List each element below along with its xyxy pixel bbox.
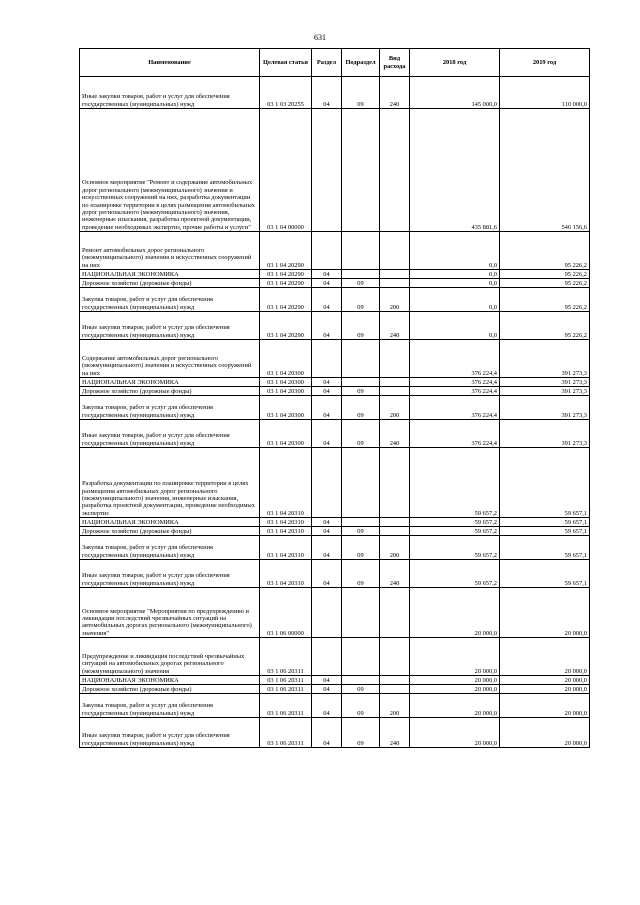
row-target-article: 03 1 04 20300: [260, 378, 312, 387]
row-name: Иные закупки товаров, работ и услуг для обеспечения государственных (муниципальных) нужд: [80, 312, 260, 340]
row-subsection: [342, 109, 380, 232]
row-expense-type: [380, 518, 410, 527]
table-row: [80, 77, 590, 109]
table-row: [80, 536, 590, 560]
row-amount-2018: 20 000,0: [410, 694, 500, 718]
table-row: [80, 560, 590, 588]
row-subsection: 09: [342, 312, 380, 340]
row-amount-2018: 59 657,2: [410, 527, 500, 536]
header-subsection: Подраздел: [342, 49, 380, 77]
row-subsection: 09: [342, 527, 380, 536]
row-subsection: 09: [342, 77, 380, 109]
row-expense-type: 200: [380, 396, 410, 420]
row-amount-2018: 0,0: [410, 232, 500, 270]
row-name: Иные закупки товаров, работ и услуг для обеспечения государственных (муниципальных) нужд: [80, 718, 260, 748]
row-amount-2018: 145 000,0: [410, 77, 500, 109]
row-name: Разработка документации по планировке территории в целях размещения автомобильных дорог регионального (межмуниципального) значения, инженерные изыскания, разработка проектной документации, проведение необходимых экспертиз: [80, 448, 260, 518]
row-subsection: [342, 448, 380, 518]
row-expense-type: [380, 685, 410, 694]
row-amount-2018: 435 881,6: [410, 109, 500, 232]
row-name: Закупка товаров, работ и услуг для обеспечения государственных (муниципальных) нужд: [80, 288, 260, 312]
row-amount-2019: 95 226,2: [500, 232, 590, 270]
row-amount-2019: 20 000,0: [500, 685, 590, 694]
row-target-article: 03 1 06 20311: [260, 638, 312, 676]
row-expense-type: 240: [380, 420, 410, 448]
row-subsection: [342, 340, 380, 378]
row-target-article: 03 1 04 20310: [260, 448, 312, 518]
table-row: [80, 685, 590, 694]
row-name: Основное мероприятие "Мероприятия по предупреждению и ликвидации последствий чрезвычайных ситуаций на автомобильных дорогах регионального (межмуниципального) значения": [80, 588, 260, 638]
row-target-article: 03 1 06 20311: [260, 685, 312, 694]
row-section: 04: [312, 288, 342, 312]
row-name: Основное мероприятие "Ремонт и содержание автомобильных дорог регионального (межмуниципального) значения и искусственных сооружений на них, разработка документации по планировке территории в целях размещения автомобильных дорог регионального (межмуниципального) значения, инженерные изыскания, разработка проектной документации, проведение необходимых экспертиз, прочие работы и услуги": [80, 109, 260, 232]
header-section: Раздел: [312, 49, 342, 77]
table-row: [80, 232, 590, 270]
row-amount-2018: 20 000,0: [410, 685, 500, 694]
row-section: 04: [312, 420, 342, 448]
row-amount-2019: 59 657,1: [500, 527, 590, 536]
row-amount-2019: 20 000,0: [500, 588, 590, 638]
row-name: Дорожное хозяйство (дорожные фонды): [80, 685, 260, 694]
row-subsection: 09: [342, 288, 380, 312]
row-name: Дорожное хозяйство (дорожные фонды): [80, 387, 260, 396]
table-row: [80, 448, 590, 518]
table-row: [80, 270, 590, 279]
row-subsection: [342, 232, 380, 270]
row-amount-2018: 376 224,4: [410, 340, 500, 378]
row-name: Иные закупки товаров, работ и услуг для обеспечения государственных (муниципальных) нужд: [80, 77, 260, 109]
row-expense-type: [380, 270, 410, 279]
row-subsection: [342, 638, 380, 676]
row-amount-2018: 0,0: [410, 312, 500, 340]
table-row: [80, 396, 590, 420]
header-year-2018: 2018 год: [410, 49, 500, 77]
row-section: 04: [312, 694, 342, 718]
row-amount-2019: 95 226,2: [500, 279, 590, 288]
row-amount-2019: 110 000,0: [500, 77, 590, 109]
row-amount-2019: 95 226,2: [500, 312, 590, 340]
row-name: НАЦИОНАЛЬНАЯ ЭКОНОМИКА: [80, 518, 260, 527]
row-amount-2019: 20 000,0: [500, 638, 590, 676]
row-amount-2019: 546 156,6: [500, 109, 590, 232]
row-section: 04: [312, 527, 342, 536]
row-target-article: 03 1 04 20300: [260, 420, 312, 448]
table-row: [80, 588, 590, 638]
row-section: [312, 340, 342, 378]
row-section: [312, 588, 342, 638]
row-section: 04: [312, 279, 342, 288]
row-amount-2018: 376 224,4: [410, 378, 500, 387]
row-target-article: 03 1 04 20310: [260, 560, 312, 588]
row-subsection: 09: [342, 279, 380, 288]
table-row: [80, 109, 590, 232]
row-expense-type: [380, 527, 410, 536]
row-amount-2019: 20 000,0: [500, 694, 590, 718]
row-section: 04: [312, 378, 342, 387]
page-number: 631: [314, 33, 326, 42]
row-section: 04: [312, 312, 342, 340]
table-row: [80, 387, 590, 396]
row-name: Содержание автомобильных дорог регионального (межмуниципального) значения и искусственных сооружений на них: [80, 340, 260, 378]
row-amount-2019: 391 273,3: [500, 340, 590, 378]
table-row: [80, 279, 590, 288]
row-target-article: 03 1 06 20311: [260, 694, 312, 718]
row-section: [312, 638, 342, 676]
header-expense-type: Вид расхода: [380, 49, 410, 77]
row-section: 04: [312, 270, 342, 279]
row-amount-2019: 59 657,1: [500, 518, 590, 527]
row-amount-2018: 376 224,4: [410, 420, 500, 448]
row-expense-type: [380, 638, 410, 676]
table-row: [80, 718, 590, 748]
row-name: НАЦИОНАЛЬНАЯ ЭКОНОМИКА: [80, 270, 260, 279]
table-row: [80, 288, 590, 312]
row-amount-2018: 0,0: [410, 288, 500, 312]
row-amount-2018: 20 000,0: [410, 676, 500, 685]
row-subsection: [342, 270, 380, 279]
row-section: [312, 109, 342, 232]
row-amount-2019: 95 226,2: [500, 270, 590, 279]
row-expense-type: 200: [380, 536, 410, 560]
table-row: [80, 638, 590, 676]
row-expense-type: [380, 340, 410, 378]
row-expense-type: [380, 448, 410, 518]
row-amount-2019: 59 657,1: [500, 560, 590, 588]
row-amount-2019: 391 273,3: [500, 378, 590, 387]
row-section: 04: [312, 685, 342, 694]
table-row: [80, 378, 590, 387]
row-amount-2019: 95 226,2: [500, 288, 590, 312]
row-expense-type: 240: [380, 77, 410, 109]
row-amount-2018: 0,0: [410, 279, 500, 288]
row-target-article: 03 1 04 00000: [260, 109, 312, 232]
row-target-article: 03 1 04 20310: [260, 518, 312, 527]
row-expense-type: [380, 588, 410, 638]
row-name: Дорожное хозяйство (дорожные фонды): [80, 279, 260, 288]
row-expense-type: [380, 109, 410, 232]
table-body: [80, 77, 590, 748]
row-subsection: [342, 378, 380, 387]
row-amount-2018: 59 657,2: [410, 560, 500, 588]
row-subsection: 09: [342, 387, 380, 396]
row-target-article: 03 1 04 20300: [260, 387, 312, 396]
row-name: Ремонт автомобильных дорог регионального (межмуниципального) значения и искусственных сооружений на них: [80, 232, 260, 270]
row-subsection: 09: [342, 396, 380, 420]
table-row: [80, 694, 590, 718]
row-expense-type: [380, 279, 410, 288]
row-amount-2018: 376 224,4: [410, 396, 500, 420]
row-amount-2018: 20 000,0: [410, 718, 500, 748]
row-amount-2018: 59 657,2: [410, 518, 500, 527]
row-target-article: 03 1 04 20290: [260, 288, 312, 312]
row-subsection: 09: [342, 694, 380, 718]
row-amount-2018: 20 000,0: [410, 638, 500, 676]
row-target-article: 03 1 04 20310: [260, 527, 312, 536]
row-target-article: 03 1 06 20311: [260, 718, 312, 748]
row-name: Закупка товаров, работ и услуг для обеспечения государственных (муниципальных) нужд: [80, 694, 260, 718]
budget-table: [79, 48, 590, 748]
row-subsection: [342, 588, 380, 638]
row-expense-type: [380, 378, 410, 387]
row-subsection: [342, 676, 380, 685]
row-section: 04: [312, 560, 342, 588]
header-name: Наименование: [80, 49, 260, 77]
row-subsection: 09: [342, 685, 380, 694]
row-amount-2018: 0,0: [410, 270, 500, 279]
row-amount-2018: 20 000,0: [410, 588, 500, 638]
row-amount-2018: 376 224,4: [410, 387, 500, 396]
row-target-article: 03 1 06 20311: [260, 676, 312, 685]
row-expense-type: 240: [380, 312, 410, 340]
row-amount-2019: 59 657,1: [500, 536, 590, 560]
row-subsection: 09: [342, 560, 380, 588]
row-amount-2019: 59 657,1: [500, 448, 590, 518]
row-section: [312, 448, 342, 518]
row-name: НАЦИОНАЛЬНАЯ ЭКОНОМИКА: [80, 378, 260, 387]
row-amount-2018: 59 657,2: [410, 448, 500, 518]
row-target-article: 03 1 04 20310: [260, 536, 312, 560]
row-name: Иные закупки товаров, работ и услуг для обеспечения государственных (муниципальных) нужд: [80, 560, 260, 588]
row-section: 04: [312, 77, 342, 109]
row-target-article: 03 1 04 20300: [260, 396, 312, 420]
row-section: 04: [312, 387, 342, 396]
row-subsection: [342, 518, 380, 527]
row-target-article: 03 1 04 20300: [260, 340, 312, 378]
row-expense-type: [380, 232, 410, 270]
row-expense-type: 240: [380, 560, 410, 588]
header-target-article: Целевая статья: [260, 49, 312, 77]
row-target-article: 03 1 06 00000: [260, 588, 312, 638]
row-expense-type: 200: [380, 288, 410, 312]
row-section: 04: [312, 518, 342, 527]
row-amount-2019: 20 000,0: [500, 676, 590, 685]
row-expense-type: 240: [380, 718, 410, 748]
row-section: 04: [312, 396, 342, 420]
row-target-article: 03 1 04 20290: [260, 232, 312, 270]
row-section: 04: [312, 718, 342, 748]
row-expense-type: [380, 387, 410, 396]
row-section: 04: [312, 676, 342, 685]
row-target-article: 03 1 04 20290: [260, 312, 312, 340]
row-name: Иные закупки товаров, работ и услуг для обеспечения государственных (муниципальных) нужд: [80, 420, 260, 448]
row-section: 04: [312, 536, 342, 560]
table-row: [80, 527, 590, 536]
row-amount-2019: 391 273,3: [500, 387, 590, 396]
row-name: Закупка товаров, работ и услуг для обеспечения государственных (муниципальных) нужд: [80, 536, 260, 560]
header-year-2019: 2019 год: [500, 49, 590, 77]
row-expense-type: [380, 676, 410, 685]
table-row: [80, 676, 590, 685]
row-expense-type: 200: [380, 694, 410, 718]
row-subsection: 09: [342, 420, 380, 448]
row-amount-2019: 391 273,3: [500, 396, 590, 420]
table-row: [80, 420, 590, 448]
table-row: [80, 312, 590, 340]
row-amount-2019: 391 273,3: [500, 420, 590, 448]
row-name: Предупреждение и ликвидация последствий чрезвычайных ситуаций на автомобильных дорогах регионального (межмуниципального) значения: [80, 638, 260, 676]
row-name: Закупка товаров, работ и услуг для обеспечения государственных (муниципальных) нужд: [80, 396, 260, 420]
row-subsection: 09: [342, 718, 380, 748]
row-name: НАЦИОНАЛЬНАЯ ЭКОНОМИКА: [80, 676, 260, 685]
row-amount-2019: 20 000,0: [500, 718, 590, 748]
table-row: [80, 340, 590, 378]
row-name: Дорожное хозяйство (дорожные фонды): [80, 527, 260, 536]
row-target-article: 03 1 04 20290: [260, 270, 312, 279]
row-target-article: 03 1 03 20255: [260, 77, 312, 109]
row-subsection: 09: [342, 536, 380, 560]
table-header-row: [80, 49, 590, 77]
row-section: [312, 232, 342, 270]
table-row: [80, 518, 590, 527]
row-target-article: 03 1 04 20290: [260, 279, 312, 288]
row-amount-2018: 59 657,2: [410, 536, 500, 560]
